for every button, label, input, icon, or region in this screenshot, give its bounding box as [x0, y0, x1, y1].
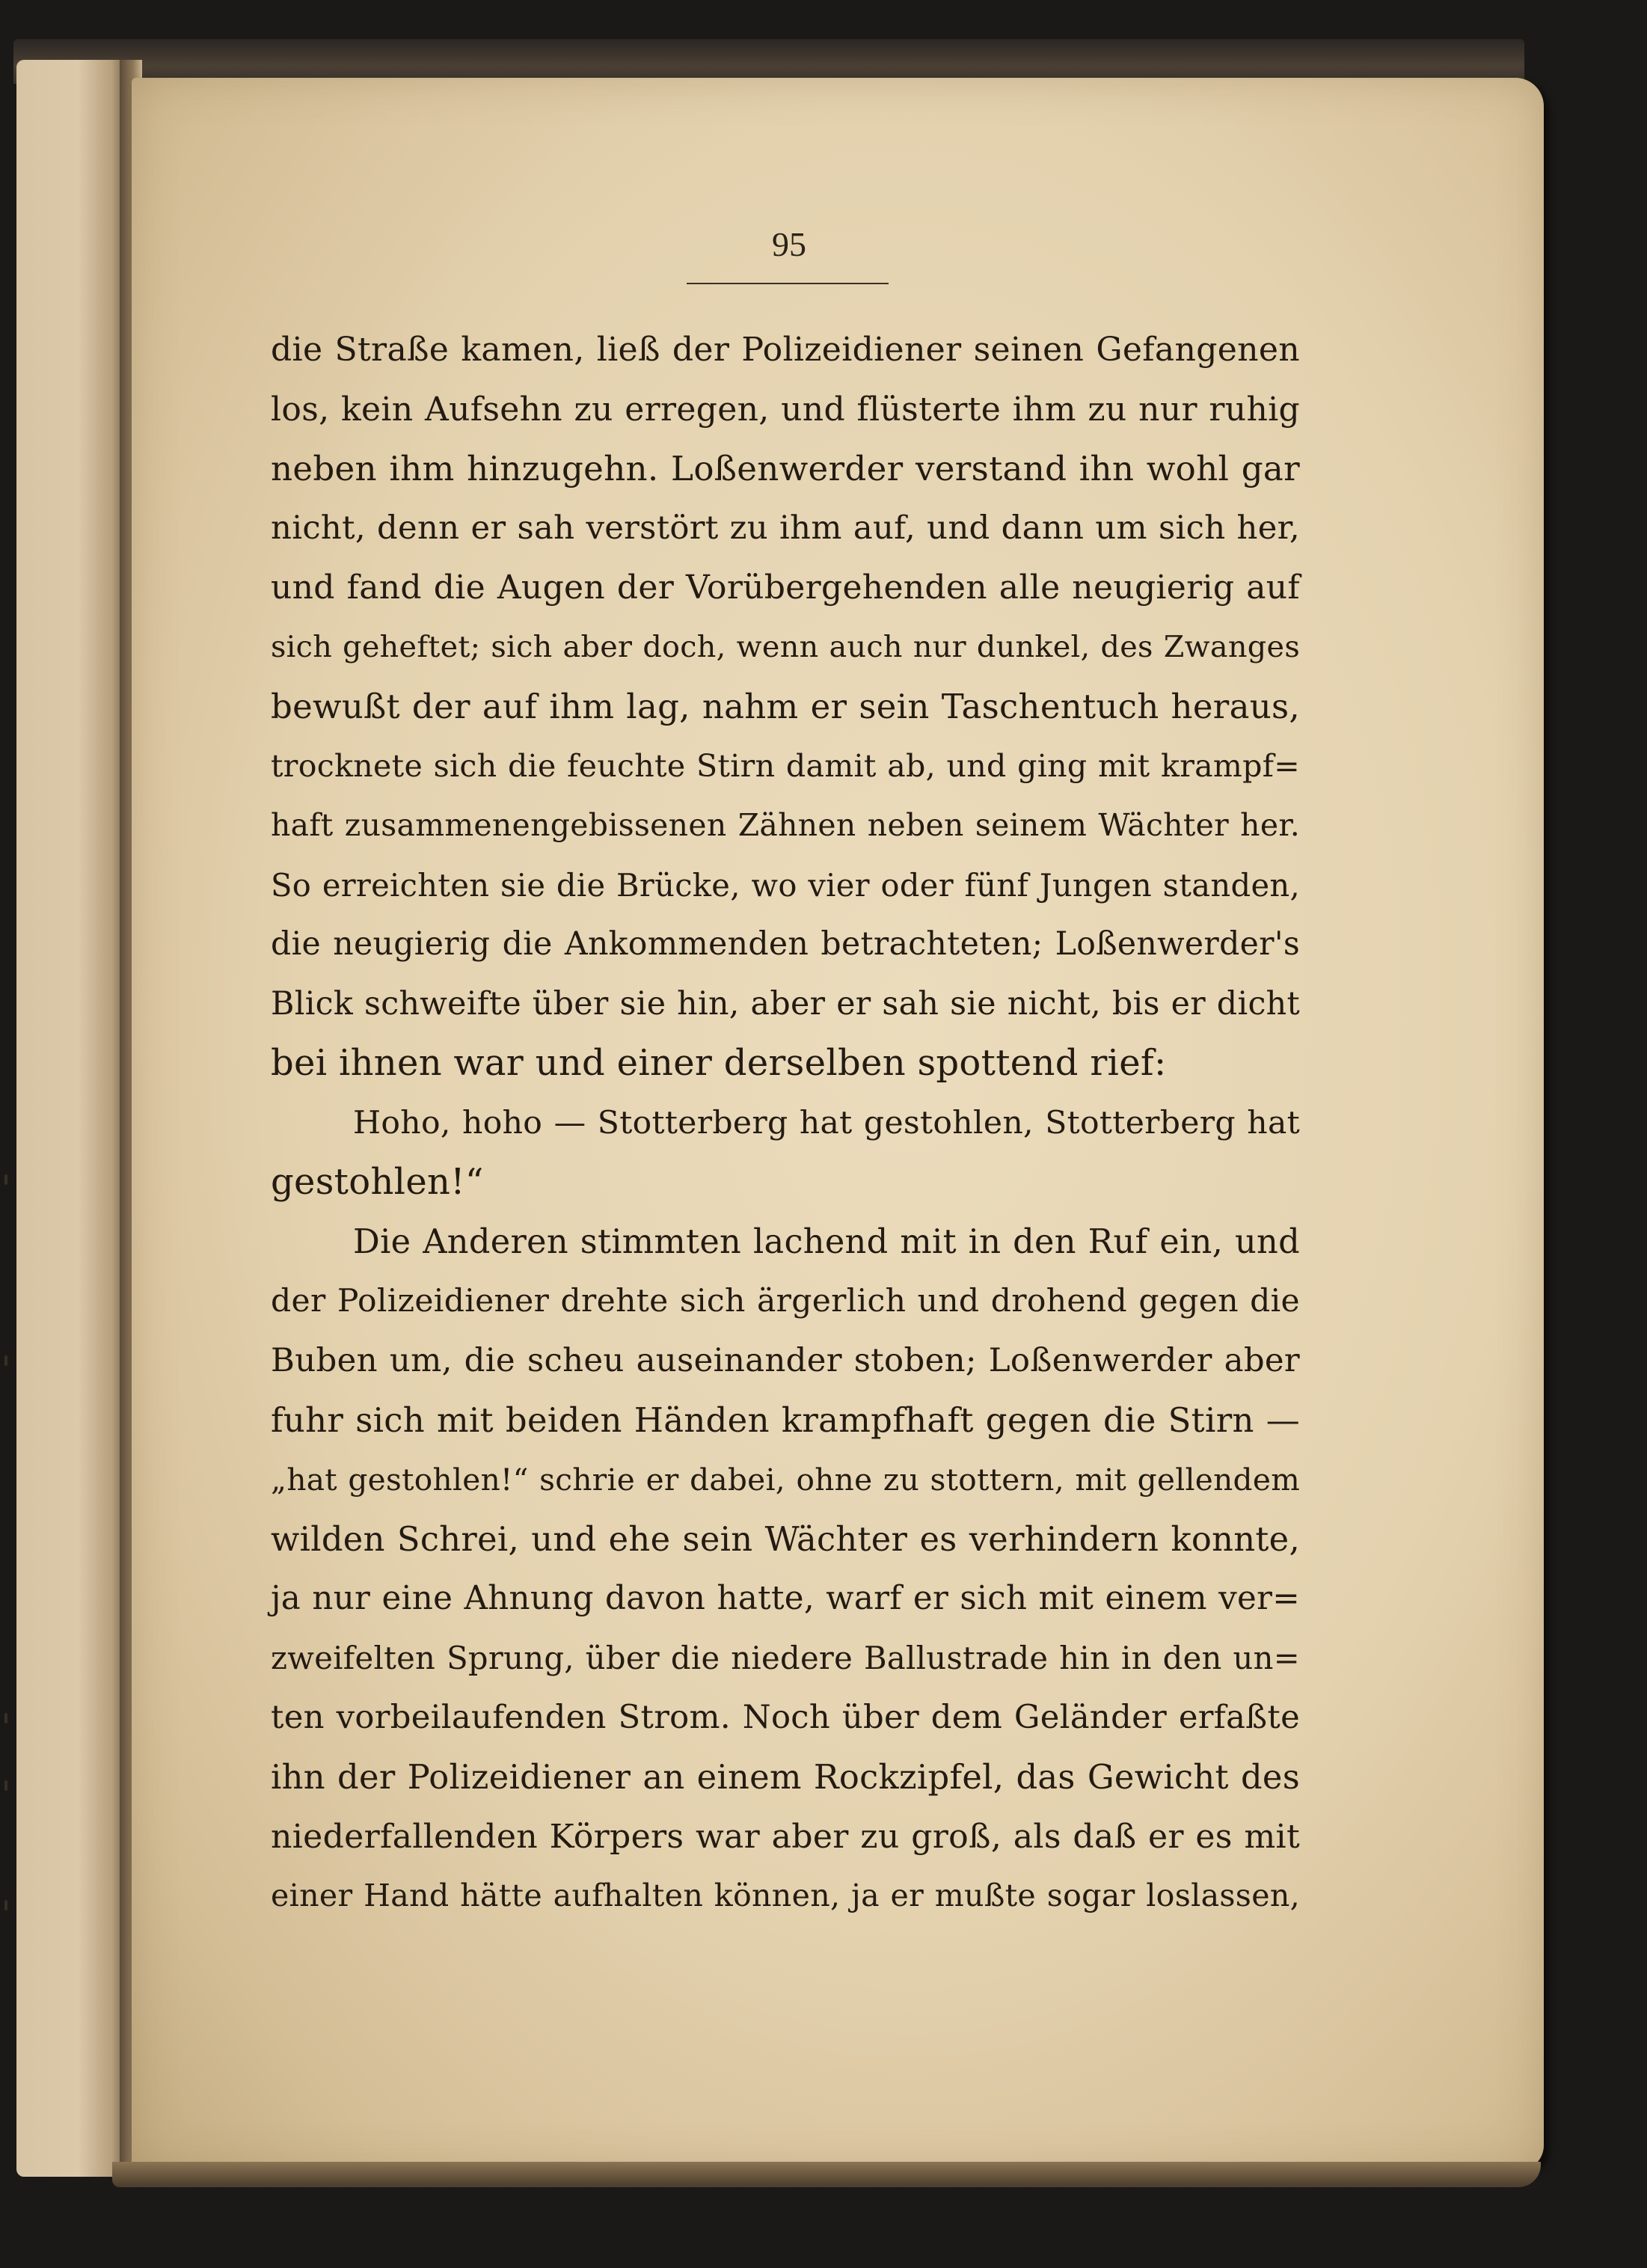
edge-mark — [4, 1780, 7, 1791]
text-line: einer Hand hätte aufhalten können, ja er mußte sogar loslassen, — [271, 1878, 1300, 1913]
text-line: sich geheftet; sich aber doch, wenn auch nur dunkel, des Zwanges — [271, 629, 1300, 664]
text-line: niederfallenden Körpers war aber zu groß, als daß er es mit — [271, 1817, 1300, 1856]
text-line: neben ihm hinzugehn. Loßenwerder verstand ihn wohl gar — [271, 449, 1300, 488]
text-line: und fand die Augen der Vorübergehenden alle neugierig auf — [271, 568, 1300, 607]
text-line: gestohlen!“ — [271, 1161, 484, 1203]
page-number: 95 — [772, 225, 806, 263]
text-line: So erreichten sie die Brücke, wo vier oder fünf Jungen standen, — [271, 866, 1300, 904]
text-line: die Straße kamen, ließ der Polizeidiener seinen Gefangenen — [271, 331, 1300, 369]
edge-mark — [4, 1713, 7, 1723]
text-line: die neugierig die Ankommenden betrachteten; Loßenwerder's — [271, 925, 1300, 963]
edge-mark — [4, 1900, 7, 1910]
page-bottom-edge — [112, 2162, 1541, 2187]
text-line: Buben um, die scheu auseinander stoben; Loßenwerder aber — [271, 1341, 1300, 1379]
text-line: ihn der Polizeidiener an einem Rockzipfel, das Gewicht des — [271, 1757, 1300, 1797]
text-line: „hat gestohlen!“ schrie er dabei, ohne zu stottern, mit gellendem — [271, 1461, 1300, 1498]
text-line: ja nur eine Ahnung davon hatte, warf er sich mit einem ver= — [271, 1579, 1300, 1617]
header-rule — [687, 283, 889, 284]
edge-mark — [4, 1355, 7, 1366]
text-line: Hoho, hoho — Stotterberg hat gestohlen, Stotterberg hat — [353, 1104, 1300, 1141]
edge-mark — [4, 1174, 7, 1185]
text-line: bewußt der auf ihm lag, nahm er sein Taschentuch heraus, — [271, 687, 1300, 726]
text-line: fuhr sich mit beiden Händen krampfhaft gegen die Stirn — — [271, 1400, 1300, 1440]
body-text — [271, 320, 1300, 1926]
text-line: nicht, denn er sah verstört zu ihm auf, und dann um sich her, — [271, 509, 1300, 547]
text-line: trocknete sich die feuchte Stirn damit ab, und ging mit krampf= — [271, 747, 1300, 784]
text-line: bei ihnen war und einer derselben spottend rief: — [271, 1042, 1167, 1084]
text-line: Blick schweifte über sie hin, aber er sah sie nicht, bis er dicht — [271, 984, 1300, 1023]
text-line: haft zusammenengebissenen Zähnen neben seinem Wächter her. — [271, 807, 1300, 843]
facing-page-edge — [16, 60, 129, 2177]
text-line: zweifelten Sprung, über die niedere Ballustrade hin in den un= — [271, 1640, 1300, 1676]
text-line: Die Anderen stimmten lachend mit in den Ruf ein, und — [353, 1222, 1300, 1261]
text-line: ten vorbeilaufenden Strom. Noch über dem Geländer erfaßte — [271, 1698, 1300, 1736]
book-cover-edge — [13, 39, 1524, 84]
text-line: wilden Schrei, und ehe sein Wächter es verhindern konnte, — [271, 1519, 1300, 1559]
text-line: der Polizeidiener drehte sich ärgerlich und drohend gegen die — [271, 1283, 1300, 1320]
text-line: los, kein Aufsehn zu erregen, und flüsterte ihm zu nur ruhig — [271, 390, 1300, 429]
